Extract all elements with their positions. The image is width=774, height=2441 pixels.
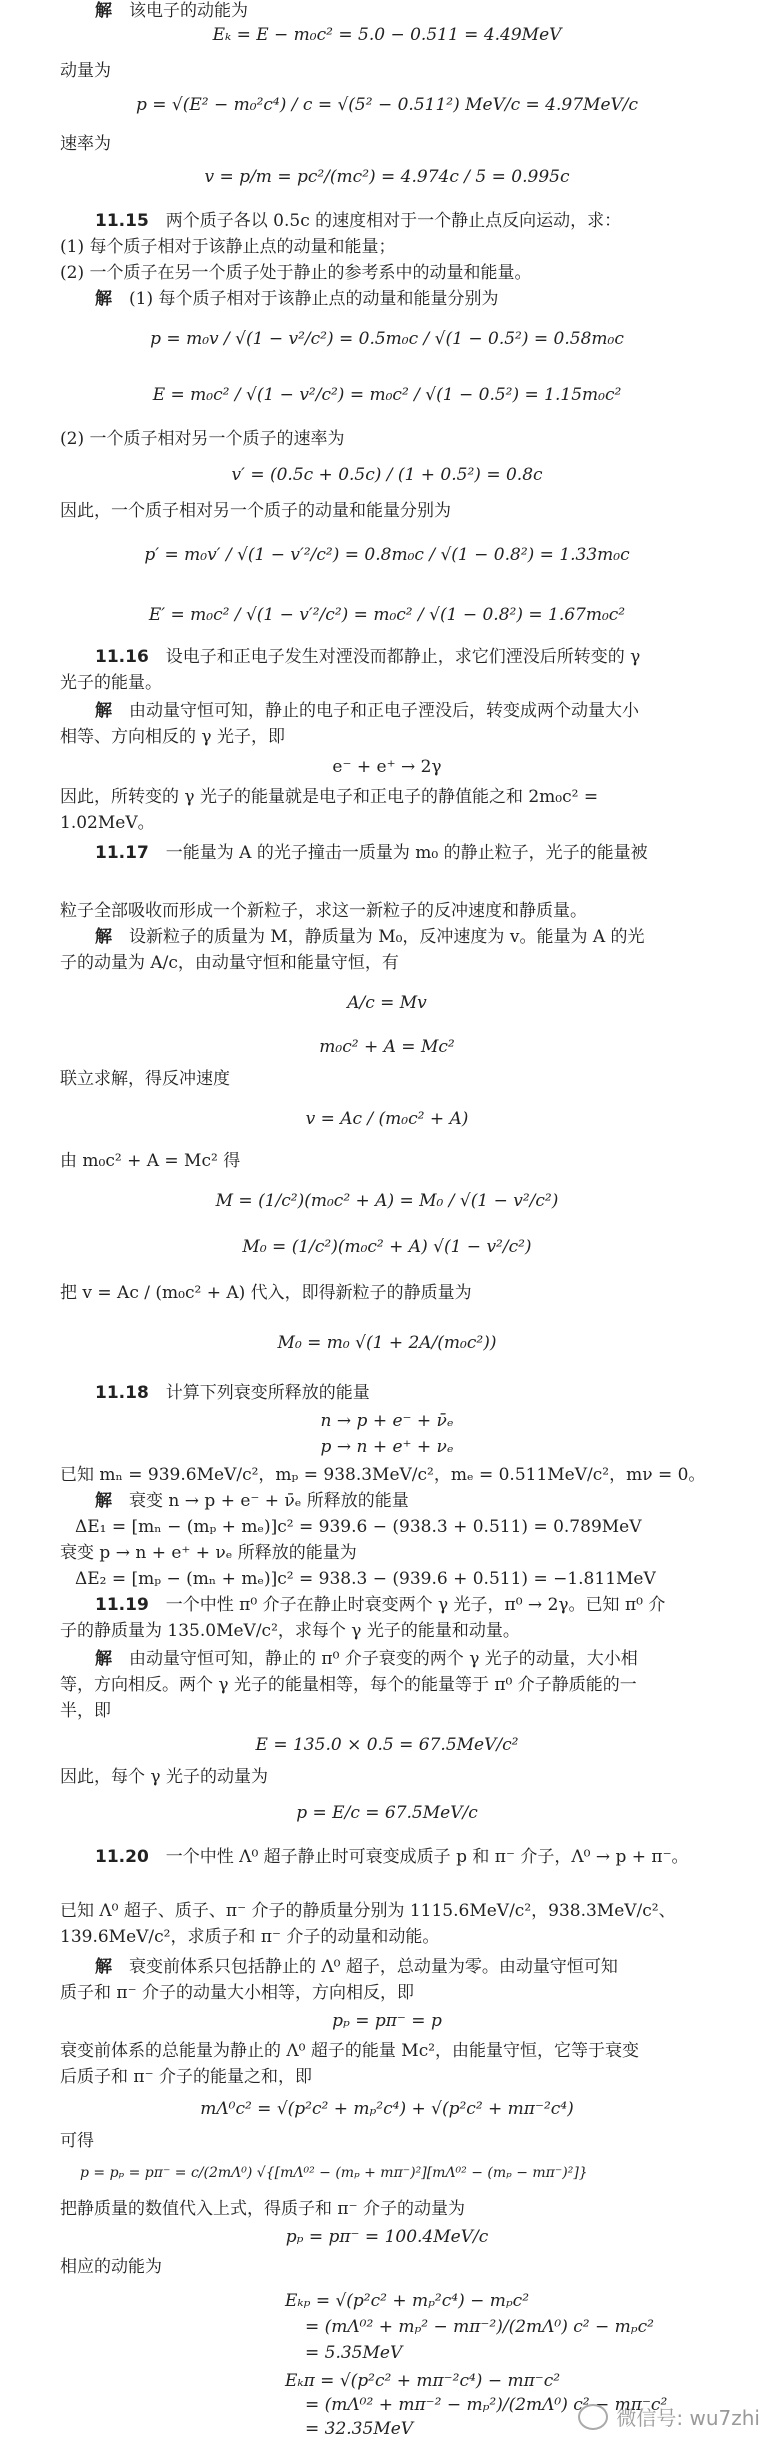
text-line: (1) 每个质子相对于该静止点的动量和能量； xyxy=(60,237,396,257)
equation: pₚ = pπ⁻ = p xyxy=(332,2011,442,2031)
equation: ΔE₁ = [mₙ − (mₚ + mₑ)]c² = 939.6 − (938.3 + 0.511) = 0.789MeV xyxy=(75,1517,642,1537)
text-line: 解 由动量守恒可知，静止的电子和正电子湮没后，转变成两个动量大小 xyxy=(95,701,639,721)
text-line: 子的动量为 A/c，由动量守恒和能量守恒，有 xyxy=(60,953,399,973)
equation: p′ = m₀v′ / √(1 − v′²/c²) = 0.8m₀c / √(1 − 0.8²) = 1.33m₀c xyxy=(144,545,630,565)
text-line: 质子和 π⁻ 介子的动量大小相等，方向相反，即 xyxy=(60,1983,414,2003)
equation: e⁻ + e⁺ → 2γ xyxy=(332,757,442,777)
equation: v = p/m = pc²/(mc²) = 4.974c / 5 = 0.995c xyxy=(204,167,570,187)
equation: v = Ac / (m₀c² + A) xyxy=(305,1109,469,1129)
text-line: 已知 mₙ = 939.6MeV/c²，mₚ = 938.3MeV/c²，mₑ = 0.511MeV/c²，mν = 0。 xyxy=(60,1465,706,1485)
text-line: 解 由动量守恒可知，静止的 π⁰ 介子衰变的两个 γ 光子的动量，大小相 xyxy=(95,1649,638,1669)
problem-number: 11.19 xyxy=(95,1595,149,1615)
text-line: 因此，所转变的 γ 光子的能量就是电子和正电子的静值能之和 2m₀c² = xyxy=(60,787,599,807)
text-line: 解 设新粒子的质量为 M，静质量为 M₀，反冲速度为 v。能量为 A 的光 xyxy=(95,927,645,947)
equation: A/c = Mv xyxy=(347,993,427,1013)
text-line: 相等、方向相反的 γ 光子，即 xyxy=(60,727,285,747)
equation: p = √(E² − m₀²c⁴) / c = √(5² − 0.511²) MeV/c = 4.97MeV/c xyxy=(135,95,639,115)
equation: E = m₀c² / √(1 − v²/c²) = m₀c² / √(1 − 0.5²) = 1.15m₀c² xyxy=(152,385,622,405)
text-line: 衰变前体系的总能量为静止的 Λ⁰ 超子的能量 Mc²，由能量守恒，它等于衰变 xyxy=(60,2041,640,2061)
text-line: 已知 Λ⁰ 超子、质子、π⁻ 介子的静质量分别为 1115.6MeV/c²，938.3MeV/c²、 xyxy=(60,1901,676,1921)
text-line: 解 (1) 每个质子相对于该静止点的动量和能量分别为 xyxy=(95,289,499,309)
text-line: 可得 xyxy=(60,2131,94,2151)
equation: Eₖπ = √(p²c² + mπ⁻²c⁴) − mπ⁻c² xyxy=(285,2371,561,2391)
problem-number: 11.18 xyxy=(95,1383,149,1403)
text-line: 等，方向相反。两个 γ 光子的能量相等，每个的能量等于 π⁰ 介子静质能的一 xyxy=(60,1675,637,1695)
equation: = (mΛ⁰² + mₚ² − mπ⁻²)/(2mΛ⁰) c² − mₚc² xyxy=(305,2317,654,2337)
equation: ΔE₂ = [mₚ − (mₙ + mₑ)]c² = 938.3 − (939.6 + 0.511) = −1.811MeV xyxy=(75,1569,656,1589)
solution-marker: 解 xyxy=(95,1491,112,1511)
text-line: 光子的能量。 xyxy=(60,673,162,693)
problem-heading: 11.20 一个中性 Λ⁰ 超子静止时可衰变成质子 p 和 π⁻ 介子，Λ⁰ → p + π⁻。 xyxy=(95,1847,689,1867)
equation: p → n + e⁺ + νₑ xyxy=(320,1437,454,1457)
solution-marker: 解 xyxy=(95,1,112,21)
equation: Eₖ = E − m₀c² = 5.0 − 0.511 = 4.49MeV xyxy=(212,25,562,45)
equation: p = m₀v / √(1 − v²/c²) = 0.5m₀c / √(1 − 0.5²) = 0.58m₀c xyxy=(150,329,624,349)
text-line: 速率为 xyxy=(60,134,111,154)
watermark-text: 微信号: wu7zhi xyxy=(616,2406,760,2430)
text-line: (2) 一个质子在另一个质子处于静止的参考系中的动量和能量。 xyxy=(60,263,532,283)
text-line: 把静质量的数值代入上式，得质子和 π⁻ 介子的动量为 xyxy=(60,2199,465,2219)
text-line: 解 该电子的动能为 xyxy=(95,1,248,21)
problem-heading: 11.18 计算下列衰变所释放的能量 xyxy=(95,1383,370,1403)
equation: mΛ⁰c² = √(p²c² + mₚ²c⁴) + √(p²c² + mπ⁻²c⁴) xyxy=(200,2099,574,2119)
equation: m₀c² + A = Mc² xyxy=(319,1037,455,1057)
text-line: 解 衰变 n → p + e⁻ + ν̄ₑ 所释放的能量 xyxy=(95,1491,409,1511)
text-line: 粒子全部吸收而形成一个新粒子，求这一新粒子的反冲速度和静质量。 xyxy=(60,901,587,921)
equation: v′ = (0.5c + 0.5c) / (1 + 0.5²) = 0.8c xyxy=(231,465,543,485)
text-line: 因此，每个 γ 光子的动量为 xyxy=(60,1767,268,1787)
equation: p = E/c = 67.5MeV/c xyxy=(296,1803,478,1823)
equation: n → p + e⁻ + ν̄ₑ xyxy=(320,1411,454,1431)
text-line: 由 m₀c² + A = Mc² 得 xyxy=(60,1151,241,1171)
text-line: 1.02MeV。 xyxy=(60,813,155,833)
equation: p = pₚ = pπ⁻ = c/(2mΛ⁰) √{[mΛ⁰² − (mₚ + mπ⁻)²][mΛ⁰² − (mₚ − mπ⁻)²]} xyxy=(80,2165,588,2181)
solution-marker: 解 xyxy=(95,927,112,947)
equation: E′ = m₀c² / √(1 − v′²/c²) = m₀c² / √(1 − 0.8²) = 1.67m₀c² xyxy=(148,605,626,625)
watermark xyxy=(578,2402,760,2431)
text-line: 解 衰变前体系只包括静止的 Λ⁰ 超子，总动量为零。由动量守恒可知 xyxy=(95,1957,618,1977)
equation: = 32.35MeV xyxy=(305,2419,414,2439)
equation: = (mΛ⁰² + mπ⁻² − mₚ²)/(2mΛ⁰) c² − mπ⁻c² xyxy=(305,2395,668,2415)
problem-heading: 11.19 一个中性 π⁰ 介子在静止时衰变两个 γ 光子，π⁰ → 2γ。已知 π⁰ 介 xyxy=(95,1595,666,1615)
equation: M = (1/c²)(m₀c² + A) = M₀ / √(1 − v²/c²) xyxy=(215,1191,559,1211)
equation: = 5.35MeV xyxy=(305,2343,403,2363)
text-line: 139.6MeV/c²，求质子和 π⁻ 介子的动量和动能。 xyxy=(60,1927,440,1947)
text-line: 动量为 xyxy=(60,61,111,81)
solution-marker: 解 xyxy=(95,1649,112,1669)
text-line: 联立求解，得反冲速度 xyxy=(60,1069,230,1089)
equation: Eₖₚ = √(p²c² + mₚ²c⁴) − mₚc² xyxy=(285,2291,530,2311)
text-line: 相应的动能为 xyxy=(60,2257,162,2277)
problem-heading: 11.15 两个质子各以 0.5c 的速度相对于一个静止点反向运动，求： xyxy=(95,211,622,231)
problem-heading: 11.17 一能量为 A 的光子撞击一质量为 m₀ 的静止粒子，光子的能量被 xyxy=(95,843,648,863)
problem-number: 11.17 xyxy=(95,843,149,863)
equation: E = 135.0 × 0.5 = 67.5MeV/c² xyxy=(255,1735,519,1755)
problem-heading: 11.16 设电子和正电子发生对湮没而都静止，求它们湮没后所转变的 γ xyxy=(95,647,641,667)
solution-marker: 解 xyxy=(95,1957,112,1977)
text-line: 因此，一个质子相对另一个质子的动量和能量分别为 xyxy=(60,501,451,521)
equation: M₀ = (1/c²)(m₀c² + A) √(1 − v²/c²) xyxy=(242,1237,532,1257)
problem-number: 11.16 xyxy=(95,647,149,667)
problem-number: 11.15 xyxy=(95,211,149,231)
text-line: 子的静质量为 135.0MeV/c²，求每个 γ 光子的能量和动量。 xyxy=(60,1621,520,1641)
problem-number: 11.20 xyxy=(95,1847,149,1867)
equation: M₀ = m₀ √(1 + 2A/(m₀c²)) xyxy=(277,1333,497,1353)
equation: pₚ = pπ⁻ = 100.4MeV/c xyxy=(285,2227,489,2247)
wechat-icon xyxy=(578,2404,608,2430)
text-line: 半，即 xyxy=(60,1701,111,1721)
solution-marker: 解 xyxy=(95,701,112,721)
text-line: (2) 一个质子相对另一个质子的速率为 xyxy=(60,429,345,449)
text-line: 后质子和 π⁻ 介子的能量之和，即 xyxy=(60,2067,312,2087)
text-line: 把 v = Ac / (m₀c² + A) 代入，即得新粒子的静质量为 xyxy=(60,1283,472,1303)
solution-marker: 解 xyxy=(95,289,112,309)
text-line: 衰变 p → n + e⁺ + νₑ 所释放的能量为 xyxy=(60,1543,357,1563)
